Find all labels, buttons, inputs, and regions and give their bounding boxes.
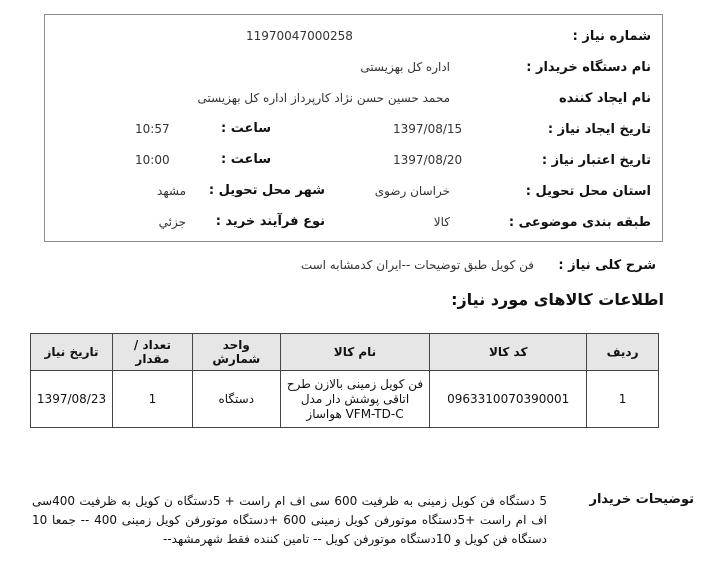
- city-value: مشهد: [157, 184, 186, 198]
- created-date-value: 1397/08/15: [393, 122, 463, 136]
- description-value: فن کویل طبق توضیحات --ایران کدمشابه است: [300, 258, 534, 272]
- process-value: جزئي: [158, 215, 186, 229]
- validity-time-value: 10:00: [135, 153, 170, 167]
- cell-name: فن کویل زمینی بالازن طرح اتاقی پوشش دار مدل VFM-TD-C هواساز: [280, 371, 430, 428]
- header-qty: تعداد / مقدار: [113, 334, 193, 371]
- category-value: کالا: [433, 215, 450, 229]
- cell-qty: 1: [113, 371, 193, 428]
- description-label: شرح کلی نیاز :: [558, 258, 656, 273]
- cell-date: 1397/08/23: [31, 371, 113, 428]
- created-time-value: 10:57: [135, 122, 170, 136]
- table-row: [31, 371, 659, 428]
- city-label: شهر محل تحویل :: [208, 183, 325, 198]
- need-number-label: شماره نیاز :: [572, 29, 651, 44]
- header-code: کد کالا: [430, 334, 587, 371]
- cell-row: 1: [587, 371, 659, 428]
- validity-date-label: تاریخ اعتبار نیاز :: [541, 153, 651, 168]
- header-unit: واحد شمارش: [192, 334, 280, 371]
- buyer-value: اداره کل بهزیستی: [360, 60, 450, 74]
- created-date-label: تاریخ ایجاد نیاز :: [547, 122, 651, 137]
- need-info-box: [44, 14, 663, 242]
- cell-unit: دستگاه: [192, 371, 280, 428]
- creator-value: محمد حسین حسن نژاد کارپرداز اداره کل بهزیستی: [197, 91, 450, 105]
- buyer-notes-text: 5 دستگاه فن کویل زمینی به ظرفیت 600 سی اف ام راست + 5دستگاه ن کویل به ظرفیت 400سی اف ام راست +5دستگاه موتورفن کویل زمینی 600 +دستگاه موتورفن کویل زمینی 400 -- جمعا 10 دستگاه فن کویل و 10دستگاه موتورفن کویل -- تامین کننده فقط شهرمشهد--: [32, 494, 547, 546]
- created-time-label: ساعت :: [221, 121, 272, 136]
- province-label: استان محل تحویل :: [525, 184, 651, 199]
- validity-date-value: 1397/08/20: [393, 153, 463, 167]
- buyer-label: نام دستگاه خریدار :: [526, 60, 651, 75]
- process-label: نوع فرآیند خرید :: [215, 214, 325, 229]
- goods-heading: اطلاعات کالاهای مورد نیاز:: [451, 290, 664, 309]
- header-name: نام کالا: [280, 334, 430, 371]
- goods-table-header: [31, 334, 659, 371]
- cell-code: 0963310070390001: [430, 371, 587, 428]
- creator-label: نام ایجاد کننده: [559, 91, 651, 106]
- header-date: تاریخ نیاز: [31, 334, 113, 371]
- validity-time-label: ساعت :: [221, 152, 272, 167]
- header-row: ردیف: [587, 334, 659, 371]
- category-label: طبقه بندی موضوعی :: [508, 215, 651, 230]
- goods-table: [30, 333, 659, 428]
- buyer-notes-label: توضیحات خریدار: [589, 492, 694, 507]
- province-value: خراسان رضوی: [374, 184, 450, 198]
- need-number-value: 11970047000258: [246, 29, 353, 43]
